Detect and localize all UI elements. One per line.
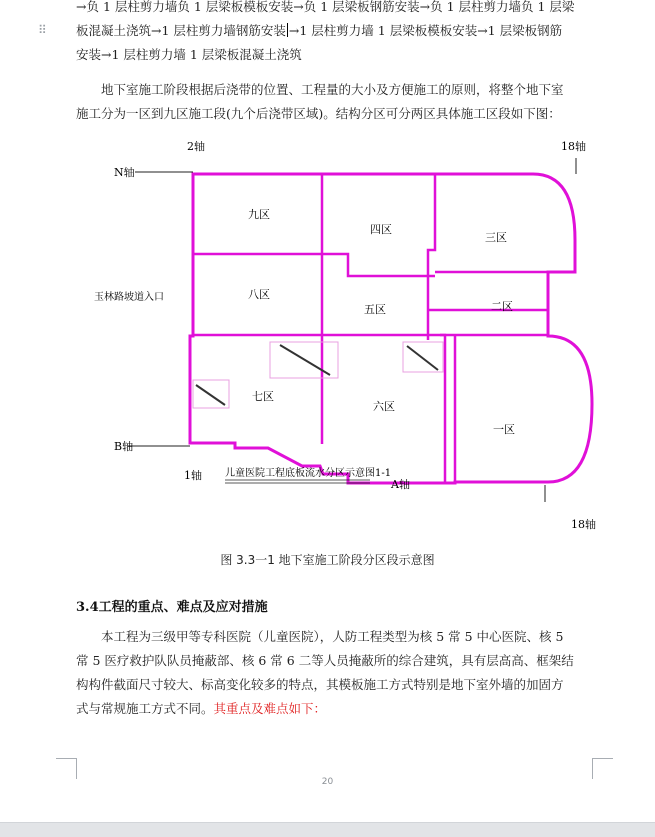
page-number: 20: [321, 777, 334, 787]
axis-label-18-bottom: 18轴: [571, 518, 596, 531]
text-segment: 式与常规施工方式不同。: [76, 701, 214, 716]
highlighted-text: 其重点及难点如下：: [213, 701, 327, 716]
text-line: 常 5 医疗救护队队员掩蔽部、核 6 常 6 二等人员掩蔽所的综合建筑，具有层高高、框架结: [76, 653, 574, 668]
text-line: 施工分为一区到九区施工段(九个后浇带区域)。结构分区可分两区具体施工区段如下图：: [76, 106, 561, 121]
figure-caption: 图 3.3一1 地下室施工阶段分区段示意图: [220, 553, 435, 567]
text-line: 构构件截面尺寸较大、标高变化较多的特点，其模板施工方式特别是地下室外墙的加固方: [76, 677, 564, 692]
text-line: →负 1 层柱剪力墙负 1 层梁板模板安装→负 1 层梁板钢筋安装→负 1 层柱剪力墙负 1 层梁: [76, 0, 575, 14]
axis-label-b: B轴: [114, 440, 134, 453]
zone-label-8: 八区: [248, 288, 270, 301]
text-line: [76, 697, 600, 721]
axis-label-a: A轴: [391, 478, 410, 491]
paragraph-construction-sequence: [76, 0, 600, 67]
text-line: 本工程为三级甲等专科医院（儿童医院），人防工程类型为核 5 常 5 中心医院、核 5: [101, 629, 564, 644]
zone-label-5: 五区: [364, 303, 386, 316]
axis-label-2: 2轴: [187, 140, 205, 153]
axis-label-18-top: 18轴: [561, 140, 586, 153]
section-heading: 3.4工程的重点、难点及应对措施: [76, 600, 268, 615]
margin-corner-mark-right: [592, 758, 613, 779]
axis-lines: [128, 158, 576, 502]
text-line: 地下室施工阶段根据后浇带的位置、工程量的大小及方便施工的原则，将整个地下室: [101, 82, 564, 97]
entrance-label: 玉林路坡道入口: [94, 292, 164, 303]
text-segment: 板混凝土浇筑→1 层柱剪力墙钢筋安装: [76, 23, 286, 38]
zone-label-1: 一区: [493, 423, 515, 436]
zone-label-2: 二区: [491, 300, 513, 313]
text-cursor: [287, 23, 288, 37]
axis-label-1: 1轴: [184, 469, 202, 482]
ramp-hatching: [193, 342, 443, 408]
zone-label-7: 七区: [252, 390, 274, 403]
axis-label-n: N轴: [114, 166, 135, 179]
basement-zoning-diagram: [0, 130, 655, 540]
zone-label-9: 九区: [248, 208, 270, 221]
text-line: 安装→1 层柱剪力墙 1 层梁板混凝土浇筑: [76, 47, 302, 62]
page-gap: [0, 822, 655, 837]
text-line: [76, 19, 600, 43]
zone-label-4: 四区: [370, 223, 392, 236]
margin-corner-mark-left: [56, 758, 77, 779]
drawing-title: 儿童医院工程底板流水分区示意图1-1: [225, 468, 392, 479]
text-segment: →1 层柱剪力墙 1 层梁板模板安装→1 层梁板钢筋: [288, 23, 563, 38]
zone-label-3: 三区: [485, 231, 507, 244]
paragraph-zoning: [76, 78, 600, 126]
paragraph-key-points: [76, 625, 600, 721]
drag-handle-icon[interactable]: ⠿: [38, 23, 48, 37]
zone-label-6: 六区: [373, 400, 395, 413]
